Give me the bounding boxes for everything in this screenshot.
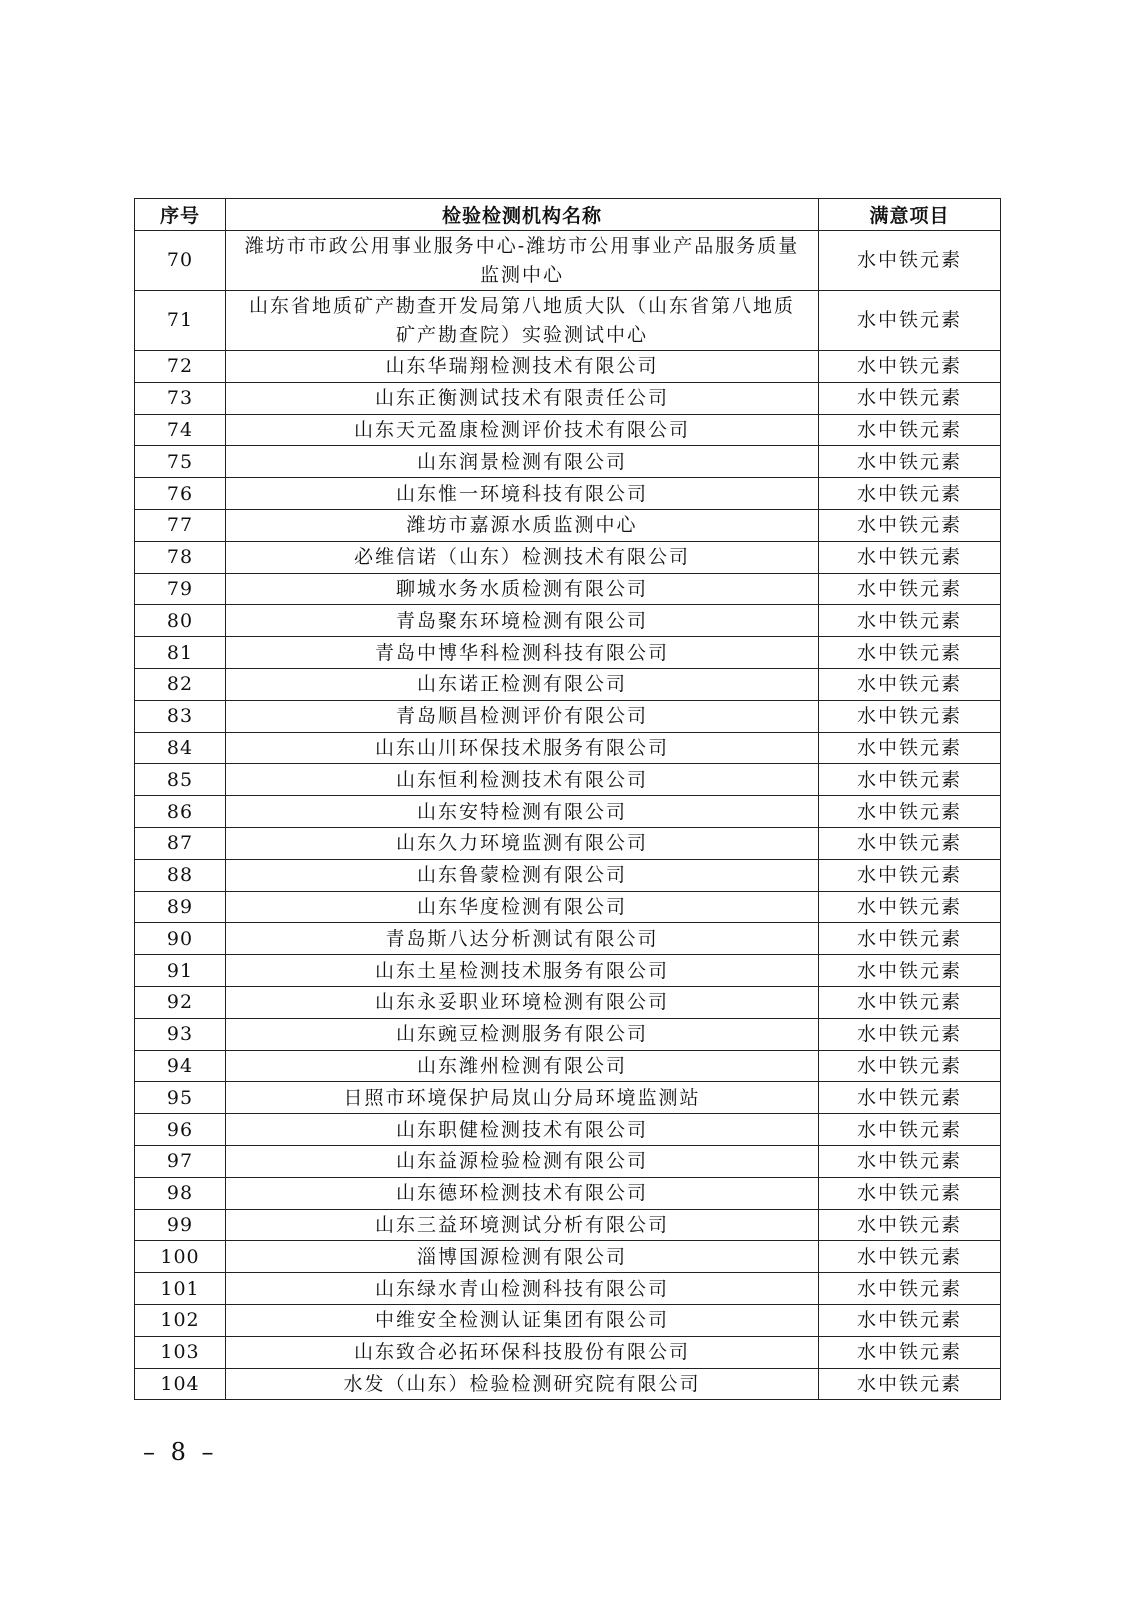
satisfied-item-cell: 水中铁元素	[819, 1114, 1001, 1146]
table-row	[135, 796, 1001, 828]
table-row	[135, 1050, 1001, 1082]
header-name: 检验检测机构名称	[226, 199, 819, 231]
institution-name-cell: 山东诺正检测有限公司	[226, 668, 819, 700]
institution-name-cell: 山东天元盈康检测评价技术有限公司	[226, 414, 819, 446]
satisfied-item-cell: 水中铁元素	[819, 541, 1001, 573]
satisfied-item-cell: 水中铁元素	[819, 573, 1001, 605]
seq-cell: 96	[135, 1114, 226, 1146]
seq-cell: 88	[135, 859, 226, 891]
table-row	[135, 478, 1001, 510]
satisfied-item-cell: 水中铁元素	[819, 1018, 1001, 1050]
table-row	[135, 1209, 1001, 1241]
satisfied-item-cell: 水中铁元素	[819, 291, 1001, 351]
satisfied-item-cell: 水中铁元素	[819, 1336, 1001, 1368]
institution-name-cell: 山东永妥职业环境检测有限公司	[226, 986, 819, 1018]
table-row	[135, 231, 1001, 291]
table-row	[135, 573, 1001, 605]
seq-cell: 102	[135, 1304, 226, 1336]
table-header	[135, 199, 1001, 231]
institution-name-cell: 水发（山东）检验检测研究院有限公司	[226, 1368, 819, 1400]
institution-name-cell: 青岛顺昌检测评价有限公司	[226, 700, 819, 732]
table-row	[135, 827, 1001, 859]
satisfied-item-cell: 水中铁元素	[819, 1273, 1001, 1305]
satisfied-item-cell: 水中铁元素	[819, 231, 1001, 291]
table-row	[135, 1304, 1001, 1336]
seq-cell: 83	[135, 700, 226, 732]
table-row	[135, 414, 1001, 446]
table-row	[135, 891, 1001, 923]
satisfied-item-cell: 水中铁元素	[819, 764, 1001, 796]
institution-name-cell: 山东惟一环境科技有限公司	[226, 478, 819, 510]
seq-cell: 95	[135, 1082, 226, 1114]
institution-name-cell: 山东华度检测有限公司	[226, 891, 819, 923]
satisfied-item-cell: 水中铁元素	[819, 668, 1001, 700]
seq-cell: 84	[135, 732, 226, 764]
table-row	[135, 668, 1001, 700]
table-row	[135, 1082, 1001, 1114]
institution-name-cell: 山东安特检测有限公司	[226, 796, 819, 828]
header-item: 满意项目	[819, 199, 1001, 231]
institution-name-cell: 淄博国源检测有限公司	[226, 1241, 819, 1273]
table-row	[135, 382, 1001, 414]
seq-cell: 89	[135, 891, 226, 923]
institution-name-cell: 中维安全检测认证集团有限公司	[226, 1304, 819, 1336]
institution-name-cell: 山东恒利检测技术有限公司	[226, 764, 819, 796]
table-row	[135, 700, 1001, 732]
institution-name-cell: 山东致合必拓环保科技股份有限公司	[226, 1336, 819, 1368]
seq-cell: 73	[135, 382, 226, 414]
seq-cell: 82	[135, 668, 226, 700]
seq-cell: 90	[135, 923, 226, 955]
institution-name-cell: 青岛聚东环境检测有限公司	[226, 605, 819, 637]
satisfied-item-cell: 水中铁元素	[819, 351, 1001, 383]
table-row	[135, 446, 1001, 478]
table-row	[135, 1145, 1001, 1177]
satisfied-item-cell: 水中铁元素	[819, 478, 1001, 510]
table-row	[135, 1273, 1001, 1305]
institution-name-cell: 日照市环境保护局岚山分局环境监测站	[226, 1082, 819, 1114]
table-row	[135, 1114, 1001, 1146]
seq-cell: 72	[135, 351, 226, 383]
table-body	[135, 231, 1001, 1400]
seq-cell: 98	[135, 1177, 226, 1209]
satisfied-item-cell: 水中铁元素	[819, 732, 1001, 764]
seq-cell: 79	[135, 573, 226, 605]
table-row	[135, 351, 1001, 383]
seq-cell: 76	[135, 478, 226, 510]
table-row	[135, 1368, 1001, 1400]
institution-name-cell: 山东绿水青山检测科技有限公司	[226, 1273, 819, 1305]
institution-name-cell: 山东华瑞翔检测技术有限公司	[226, 351, 819, 383]
table-row	[135, 291, 1001, 351]
satisfied-item-cell: 水中铁元素	[819, 827, 1001, 859]
satisfied-item-cell: 水中铁元素	[819, 700, 1001, 732]
seq-cell: 78	[135, 541, 226, 573]
satisfied-item-cell: 水中铁元素	[819, 446, 1001, 478]
seq-cell: 85	[135, 764, 226, 796]
results-table	[134, 198, 1001, 1400]
satisfied-item-cell: 水中铁元素	[819, 891, 1001, 923]
table-row	[135, 637, 1001, 669]
satisfied-item-cell: 水中铁元素	[819, 605, 1001, 637]
table-row	[135, 986, 1001, 1018]
satisfied-item-cell: 水中铁元素	[819, 414, 1001, 446]
seq-cell: 75	[135, 446, 226, 478]
institution-name-cell: 青岛中博华科检测科技有限公司	[226, 637, 819, 669]
seq-cell: 70	[135, 231, 226, 291]
seq-cell: 77	[135, 509, 226, 541]
satisfied-item-cell: 水中铁元素	[819, 1241, 1001, 1273]
institution-name-cell: 山东鲁蒙检测有限公司	[226, 859, 819, 891]
institution-name-cell: 山东潍州检测有限公司	[226, 1050, 819, 1082]
seq-cell: 100	[135, 1241, 226, 1273]
institution-name-cell: 山东三益环境测试分析有限公司	[226, 1209, 819, 1241]
satisfied-item-cell: 水中铁元素	[819, 1209, 1001, 1241]
satisfied-item-cell: 水中铁元素	[819, 859, 1001, 891]
seq-cell: 87	[135, 827, 226, 859]
table-row	[135, 509, 1001, 541]
institution-name-cell: 青岛斯八达分析测试有限公司	[226, 923, 819, 955]
institution-name-cell: 潍坊市嘉源水质监测中心	[226, 509, 819, 541]
satisfied-item-cell: 水中铁元素	[819, 1368, 1001, 1400]
seq-cell: 91	[135, 955, 226, 987]
seq-cell: 97	[135, 1145, 226, 1177]
institution-name-cell: 潍坊市市政公用事业服务中心-潍坊市公用事业产品服务质量监测中心	[226, 231, 819, 291]
seq-cell: 103	[135, 1336, 226, 1368]
institution-name-cell: 山东正衡测试技术有限责任公司	[226, 382, 819, 414]
table-row	[135, 923, 1001, 955]
seq-cell: 71	[135, 291, 226, 351]
institution-name-cell: 山东职健检测技术有限公司	[226, 1114, 819, 1146]
table-row	[135, 859, 1001, 891]
table-row	[135, 541, 1001, 573]
institution-name-cell: 必维信诺（山东）检测技术有限公司	[226, 541, 819, 573]
table-row	[135, 605, 1001, 637]
institution-name-cell: 山东久力环境监测有限公司	[226, 827, 819, 859]
seq-cell: 81	[135, 637, 226, 669]
table-row	[135, 955, 1001, 987]
table-row	[135, 1177, 1001, 1209]
institution-name-cell: 山东豌豆检测服务有限公司	[226, 1018, 819, 1050]
header-row	[135, 199, 1001, 231]
institution-name-cell: 山东山川环保技术服务有限公司	[226, 732, 819, 764]
satisfied-item-cell: 水中铁元素	[819, 923, 1001, 955]
satisfied-item-cell: 水中铁元素	[819, 509, 1001, 541]
satisfied-item-cell: 水中铁元素	[819, 1304, 1001, 1336]
seq-cell: 99	[135, 1209, 226, 1241]
satisfied-item-cell: 水中铁元素	[819, 955, 1001, 987]
institution-name-cell: 山东土星检测技术服务有限公司	[226, 955, 819, 987]
satisfied-item-cell: 水中铁元素	[819, 796, 1001, 828]
institution-name-cell: 聊城水务水质检测有限公司	[226, 573, 819, 605]
seq-cell: 74	[135, 414, 226, 446]
satisfied-item-cell: 水中铁元素	[819, 1177, 1001, 1209]
institution-name-cell: 山东德环检测技术有限公司	[226, 1177, 819, 1209]
table-row	[135, 1336, 1001, 1368]
seq-cell: 86	[135, 796, 226, 828]
seq-cell: 80	[135, 605, 226, 637]
table-row	[135, 732, 1001, 764]
table-row	[135, 1241, 1001, 1273]
table-row	[135, 1018, 1001, 1050]
page-number: – 8 –	[143, 1438, 218, 1466]
seq-cell: 92	[135, 986, 226, 1018]
header-seq: 序号	[135, 199, 226, 231]
satisfied-item-cell: 水中铁元素	[819, 1145, 1001, 1177]
satisfied-item-cell: 水中铁元素	[819, 637, 1001, 669]
seq-cell: 94	[135, 1050, 226, 1082]
satisfied-item-cell: 水中铁元素	[819, 382, 1001, 414]
satisfied-item-cell: 水中铁元素	[819, 1050, 1001, 1082]
institution-name-cell: 山东润景检测有限公司	[226, 446, 819, 478]
seq-cell: 93	[135, 1018, 226, 1050]
satisfied-item-cell: 水中铁元素	[819, 1082, 1001, 1114]
table-row	[135, 764, 1001, 796]
satisfied-item-cell: 水中铁元素	[819, 986, 1001, 1018]
institution-name-cell: 山东益源检验检测有限公司	[226, 1145, 819, 1177]
seq-cell: 101	[135, 1273, 226, 1305]
institution-name-cell: 山东省地质矿产勘查开发局第八地质大队（山东省第八地质矿产勘查院）实验测试中心	[226, 291, 819, 351]
seq-cell: 104	[135, 1368, 226, 1400]
